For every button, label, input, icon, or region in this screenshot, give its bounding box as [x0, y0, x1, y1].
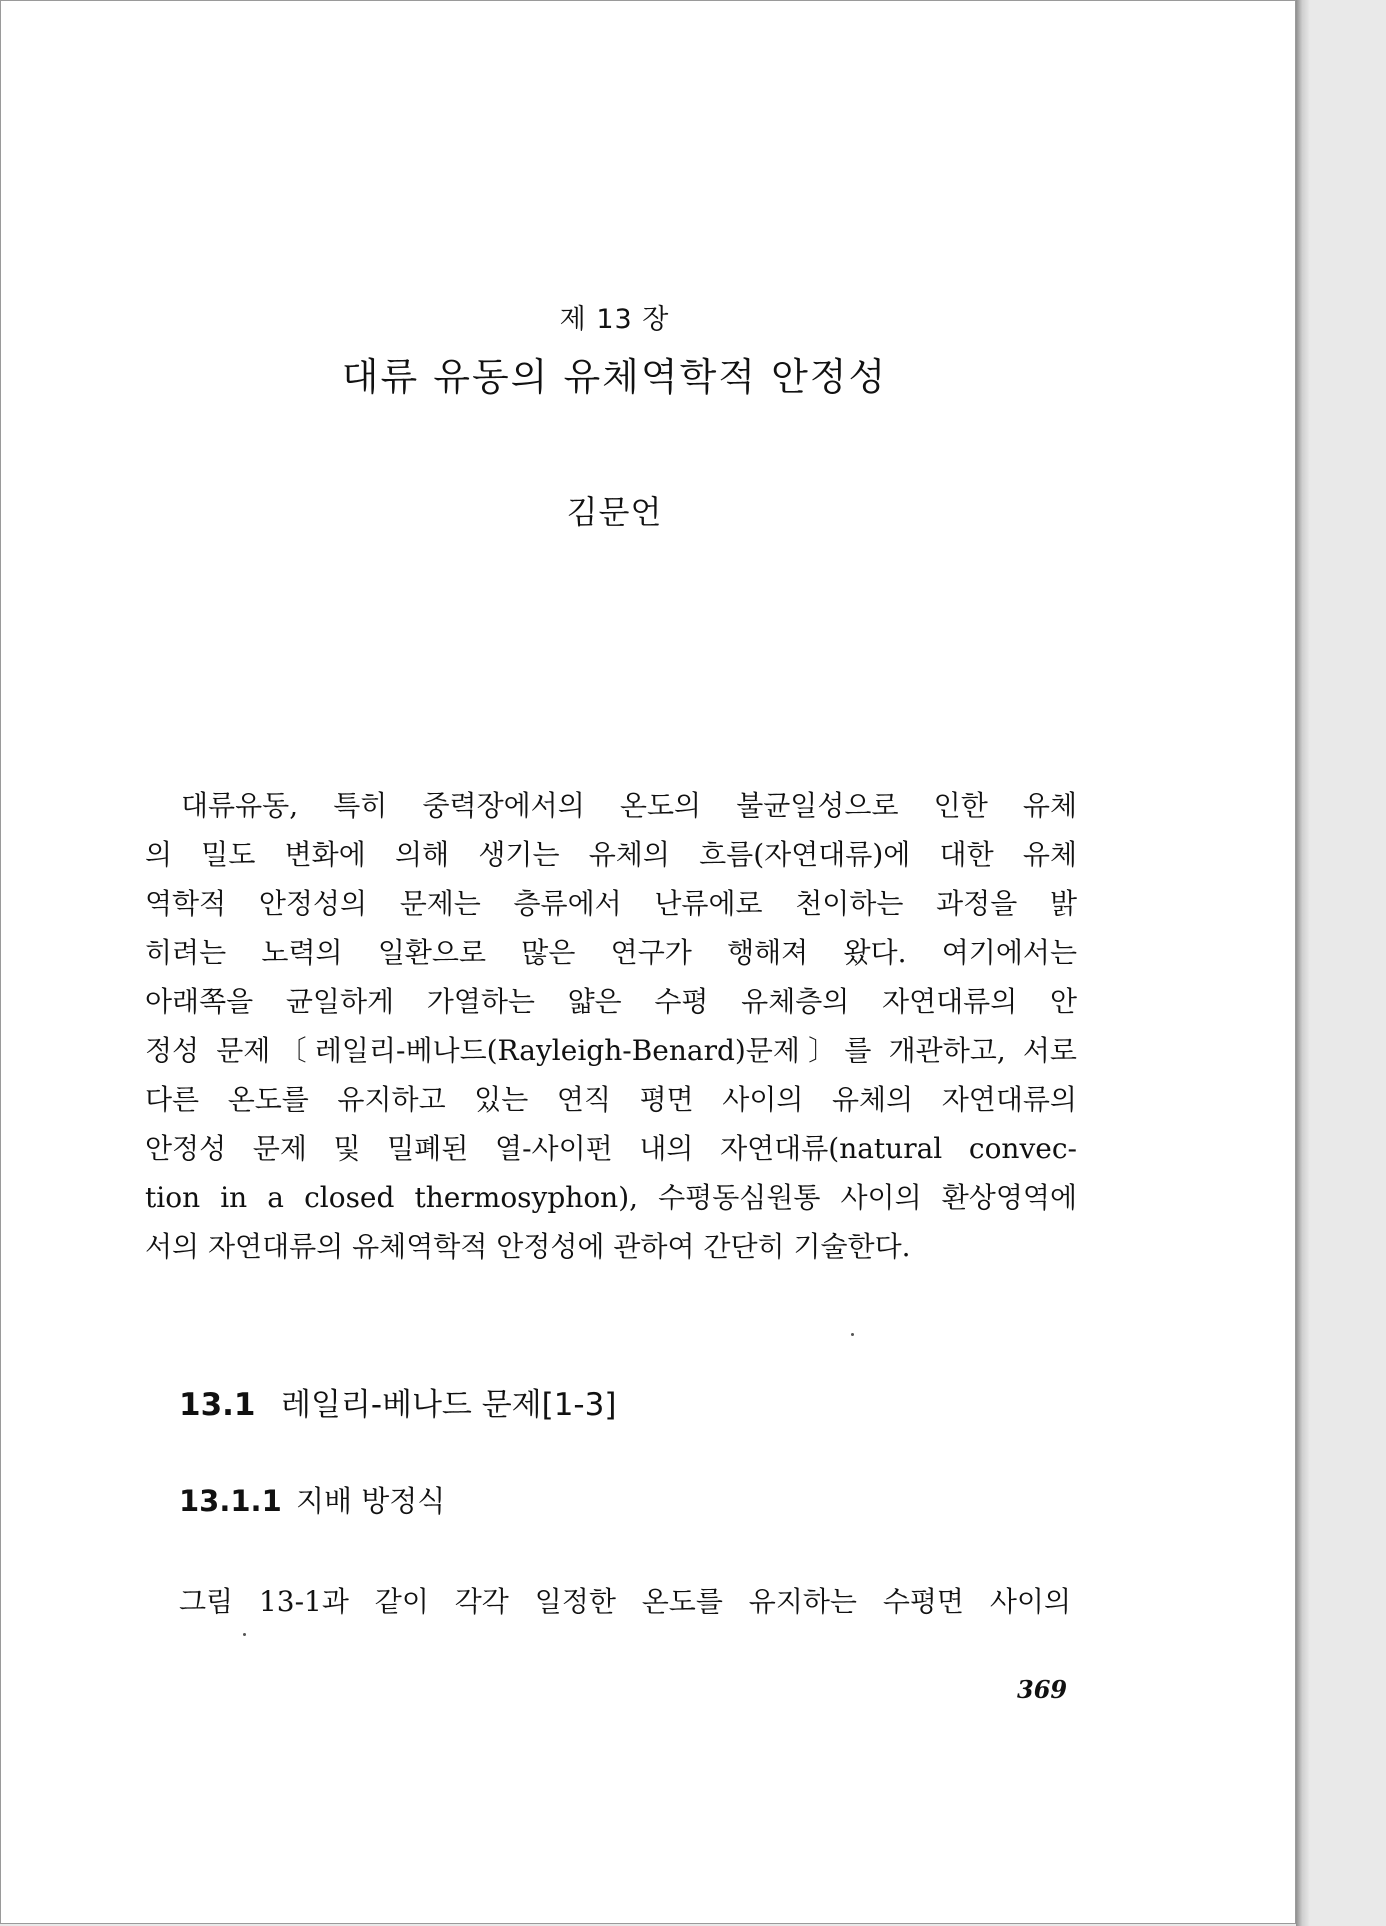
abstract-line: 서의 자연대류의 유체역학적 안정성에 관하여 간단히 기술한다.	[145, 1230, 911, 1263]
chapter-abstract	[145, 781, 1077, 1271]
abstract-line: 다른 온도를 유지하고 있는 연직 평면 사이의 유체의 자연대류의	[145, 1083, 1077, 1116]
abstract-line: 히려는 노력의 일환으로 많은 연구가 행해져 왔다. 여기에서는	[145, 936, 1077, 969]
chapter-title: 대류 유동의 유체역학적 안정성	[341, 355, 888, 399]
abstract-line: 정성 문제〔레일리-베나드(Rayleigh-Benard)문제〕를 개관하고, 서로	[145, 1034, 1077, 1067]
abstract-line: 의 밀도 변화에 의해 생기는 유체의 흐름(자연대류)에 대한 유체	[145, 838, 1077, 871]
abstract-line: 역학적 안정성의 문제는 층류에서 난류에로 천이하는 과정을 밝	[145, 887, 1077, 920]
section-number: 13.1	[179, 1387, 256, 1423]
chapter-label: 제 13 장	[559, 304, 670, 335]
scan-speck	[243, 1633, 246, 1636]
scan-speck	[851, 1333, 854, 1336]
page-edge-shadow	[1296, 0, 1310, 1926]
section-heading	[179, 1379, 616, 1424]
subsection-title: 지배 방정식	[296, 1484, 446, 1518]
subsection-number: 13.1.1	[179, 1484, 282, 1518]
subsection-heading	[179, 1479, 445, 1520]
body-paragraph-start: 그림 13-1과 같이 각각 일정한 온도를 유지하는 수평면 사이의	[179, 1585, 1071, 1618]
abstract-line: tion in a closed thermosyphon), 수평동심원통 사이의 환상영역에	[145, 1181, 1077, 1214]
page-number: 369	[1017, 1675, 1068, 1704]
author-name: 김문언	[566, 493, 663, 531]
section-title: 레일리-베나드 문제[1-3]	[281, 1387, 617, 1423]
abstract-line: 아래쪽을 균일하게 가열하는 얇은 수평 유체층의 자연대류의 안	[145, 985, 1077, 1018]
abstract-line: 안정성 문제 및 밀폐된 열-사이펀 내의 자연대류(natural convec-	[145, 1132, 1078, 1165]
abstract-line: 대류유동, 특히 중력장에서의 온도의 불균일성으로 인한 유체	[181, 789, 1077, 822]
